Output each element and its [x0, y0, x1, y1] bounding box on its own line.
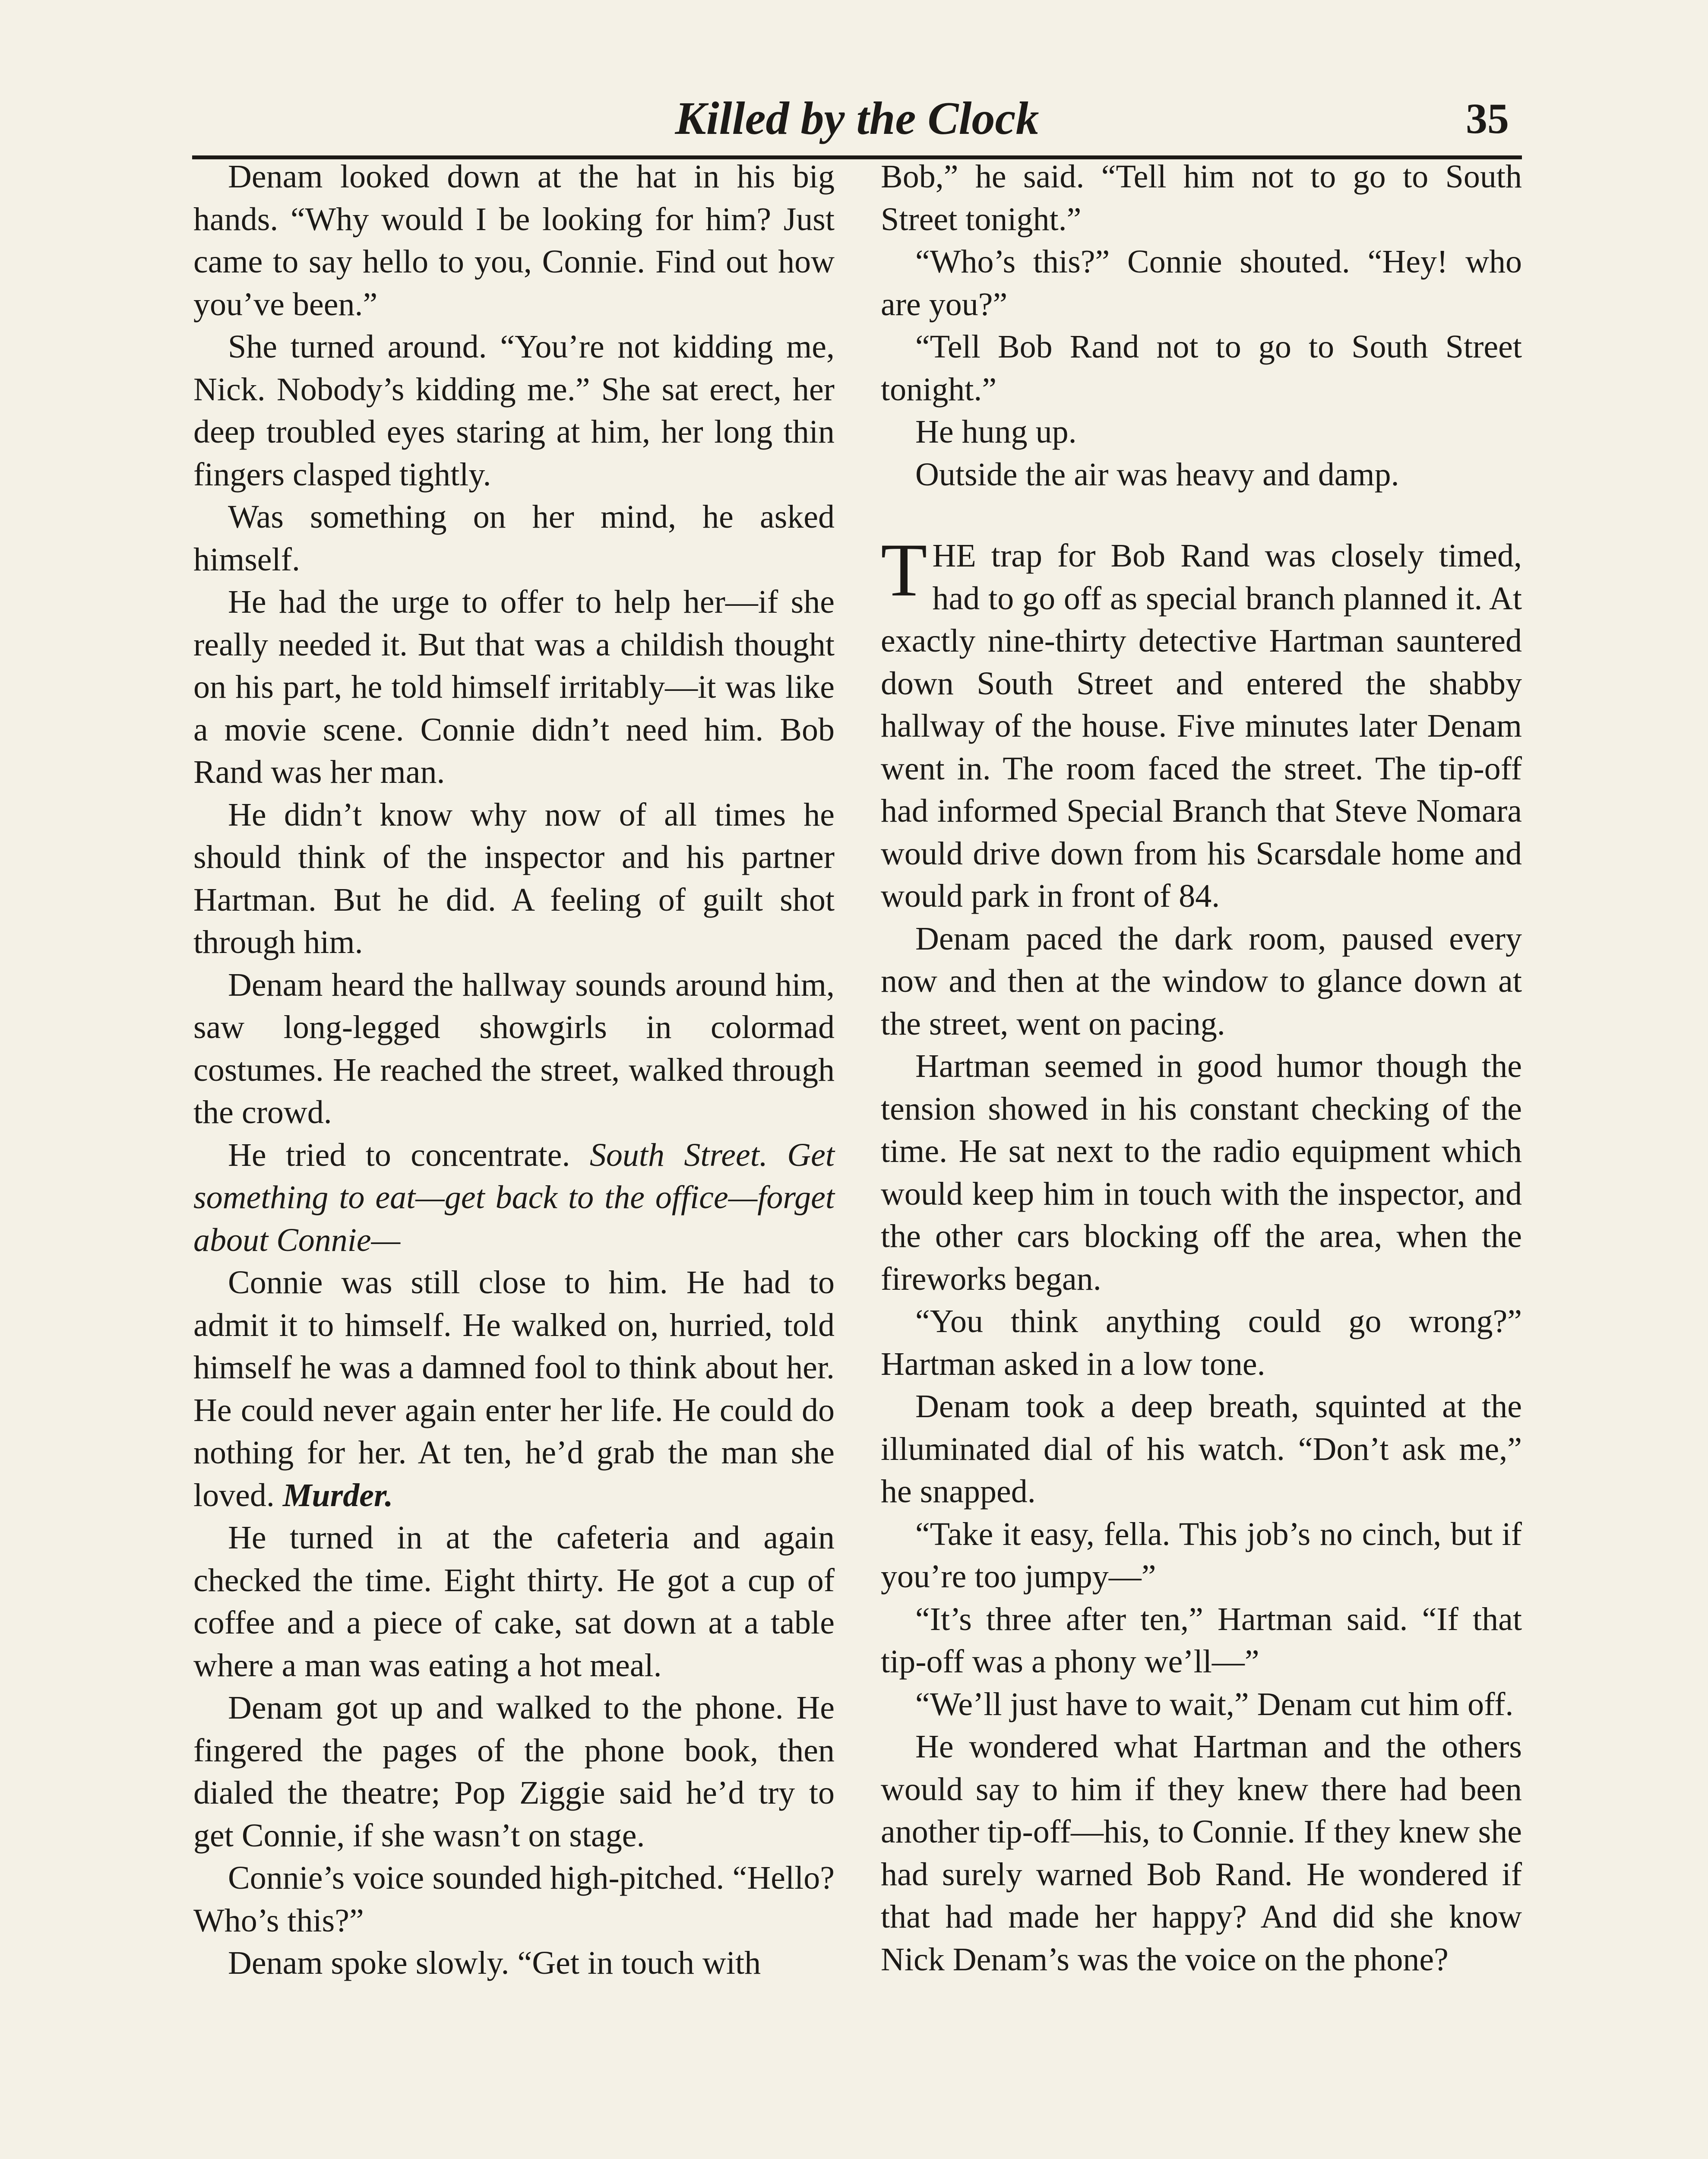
paragraph: He hung up. [915, 414, 1077, 450]
paragraph: “It’s three after ten,” Hartman said. “If that tip-off was a phony we’ll—” [881, 1601, 1522, 1680]
running-title: Killed by the Clock [675, 93, 1039, 144]
paragraph: He didn’t know why now of all times he should think of the inspector and his partner Hartman. But he did. A feeling of guilt shot through him. [193, 796, 835, 960]
paragraph: Denam took a deep breath, squinted at the illuminated dial of his watch. “Don’t ask me,” he snapped. [881, 1388, 1522, 1510]
paragraph: He wondered what Hartman and the others would say to him if they knew there had been another tip-off—his, to Connie. If they knew she had surely warned Bob Rand. He wondered if that had made her happy? And did she know Nick Denam’s was the voice on the phone? [881, 1728, 1522, 1978]
paragraph: Denam heard the hallway sounds around him, saw long-legged showgirls in colormad costumes. He reached the street, walked through the crowd. [193, 966, 835, 1130]
page-header [192, 86, 1522, 159]
drop-cap: T [881, 528, 927, 612]
paragraph: Was something on her mind, he asked himself. [193, 499, 835, 578]
left-column [193, 155, 835, 1985]
paragraph: “Who’s this?” Connie shouted. “Hey! who are you?” [881, 244, 1522, 323]
paragraph-lead: He tried to concentrate. [228, 1136, 590, 1173]
paragraph: He had the urge to offer to help her—if she really needed it. But that was a childish thought on his part, he told himself irritably—it was like a movie scene. Connie didn’t need him. Bob Rand was her man. [193, 584, 835, 790]
paragraph: Bob,” he said. “Tell him not to go to South Street tonight.” [881, 158, 1522, 237]
paragraph: Denam looked down at the hat in his big hands. “Why would I be looking for him? Just came to say hello to you, Connie. Find out how you’ve been.” [193, 158, 835, 323]
paragraph: “Take it easy, fella. This job’s no cinch, but if you’re too jumpy—” [881, 1516, 1522, 1595]
paragraph-text: HE trap for Bob Rand was closely timed, had to go off as special branch planned it. At exactly nine-thirty detective Hartman sauntered down South Street and entered the shabby hallway of the house. Five minutes later Denam went in. The room faced the street. The tip-off had informed Special Branch that Steve Nomara would drive down from his Scarsdale home and would park in front of 84. [881, 538, 1522, 914]
paragraph: Denam spoke slowly. “Get in touch with [228, 1945, 761, 1981]
italic-thought: South Street. Get something to eat—get back to the office—forget about Connie— [193, 1136, 835, 1258]
paragraph-text: Connie was still close to him. He had to admit it to himself. He walked on, hurried, told himself he was a damned fool to think about her. He could never again enter her life. He could do nothing for her. At ten, he’d grab the man she loved. [193, 1264, 835, 1513]
paragraph: Denam got up and walked to the phone. He fingered the pages of the phone book, then dialed the theatre; Pop Ziggie said he’d try to get Connie, if she wasn’t on stage. [193, 1690, 835, 1854]
right-column [881, 155, 1522, 1981]
paragraph: Connie’s voice sounded high-pitched. “Hello? Who’s this?” [193, 1860, 835, 1939]
paragraph: She turned around. “You’re not kidding me, Nick. Nobody’s kidding me.” She sat erect, her deep troubled eyes staring at him, her long thin fingers clasped tightly. [193, 329, 835, 493]
paragraph: Outside the air was heavy and damp. [915, 456, 1399, 493]
italic-murder: Murder. [282, 1477, 393, 1513]
section-opening-paragraph [881, 528, 1522, 918]
paragraph: Hartman seemed in good humor though the tension showed in his constant checking of the time. He sat next to the radio equipment which would keep him in touch with the inspector, and the other cars blocking off the area, when the fireworks began. [881, 1048, 1522, 1297]
paragraph [193, 1134, 835, 1262]
paragraph: “We’ll just have to wait,” Denam cut him off. [915, 1686, 1514, 1722]
paragraph [193, 1261, 835, 1516]
paragraph: Denam paced the dark room, paused every now and then at the window to glance down at the street, went on pacing. [881, 920, 1522, 1042]
paragraph: He turned in at the cafeteria and again checked the time. Eight thirty. He got a cup of coffee and a piece of cake, sat down at a table where a man was eating a hot meal. [193, 1520, 835, 1684]
paragraph: “You think anything could go wrong?” Hartman asked in a low tone. [881, 1303, 1522, 1382]
paragraph: “Tell Bob Rand not to go to South Street tonight.” [881, 329, 1522, 408]
page-number: 35 [1466, 95, 1509, 142]
